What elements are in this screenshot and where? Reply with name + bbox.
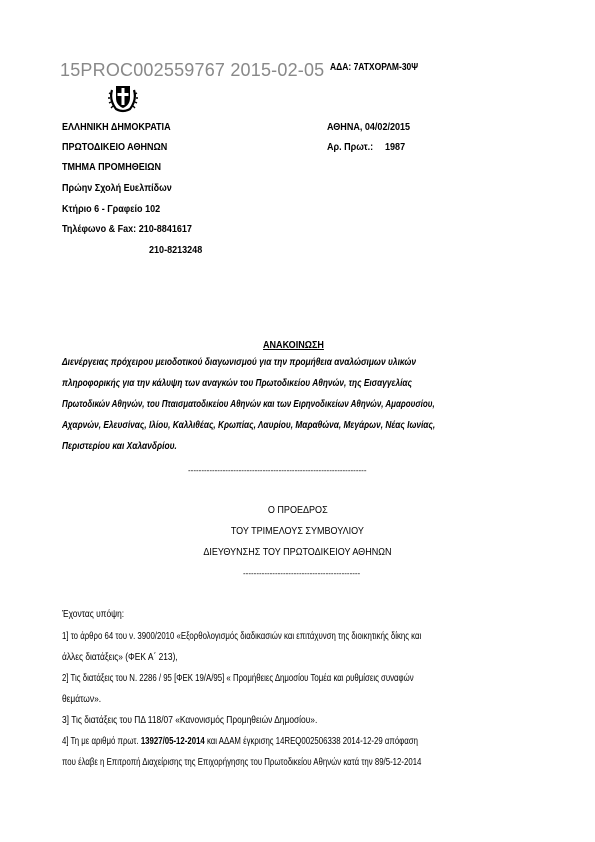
document-date: ΑΘΗΝΑ, 04/02/2015 (327, 121, 411, 133)
header-address: Πρώην Σχολή Ευελπίδων (62, 182, 172, 194)
subject-line: Πρωτοδικών Αθηνών, του Πταισματοδικείου Αθηνών και των Ειρηνοδικείων Αθηνών, Αμαρουσίου, (62, 398, 435, 410)
body-line: άλλες διατάξεις» (ΦΕΚ Α΄ 213), (62, 651, 178, 663)
subject-line: Διενέργειας πρόχειρου μειοδοτικού διαγωνισμού για την προμήθεια αναλώσιμων υλικών (62, 356, 417, 368)
directorate-line: ΔΙΕΥΘΥΝΣΗΣ ΤΟΥ ΠΡΩΤΟΔΙΚΕΙΟΥ ΑΘΗΝΩΝ (203, 546, 392, 558)
body-line: 1] το άρθρο 64 του ν. 3900/2010 «Εξορθολογισμός διαδικασιών και επιτάχυνση της διοικητικής δίκης και (62, 630, 422, 642)
ada-code: ΑΔΑ: 7ΑΤΧΟΡΛΜ-30Ψ (330, 62, 419, 73)
subject-line: Αχαρνών, Ελευσίνας, Ιλίου, Καλλιθέας, Κρωπίας, Λαυρίου, Μαραθώνα, Μεγάρων, Νέας Ιωνίας, (62, 419, 436, 431)
decision-text: 4] Τη με αριθμό πρωτ. 13927/05-12-2014 και ΑΔΑΜ έγκρισης 14REQ002506338 2014-12-29 απόφαση (62, 735, 418, 747)
greek-coat-of-arms-icon (106, 80, 140, 114)
body-line: 3] Τις διατάξεις του ΠΔ 118/07 «Κανονισμός Προμηθειών Δημοσίου». (62, 714, 318, 726)
header-phone-2: 210-8213248 (149, 244, 203, 256)
council-title (0, 525, 595, 537)
body-line: 2] Τις διατάξεις του Ν. 2286 / 95 [ΦΕΚ 19/Α/95] « Προμήθειες Δημοσίου Τομέα και ρυθμίσεις συναφών (62, 672, 414, 684)
document-stamp-code: 15PROC002559767 2015-02-05 (60, 60, 325, 80)
president-title (0, 504, 595, 516)
protocol-number: 1987 (385, 141, 406, 153)
body-line: θεμάτων». (62, 693, 102, 705)
header-republic: ΕΛΛΗΝΙΚΗ ΔΗΜΟΚΡΑΤΙΑ (62, 121, 171, 133)
divider: -------------------------------------------- (243, 569, 361, 578)
council-line: ΤΟΥ ΤΡΙΜΕΛΟΥΣ ΣΥΜΒΟΥΛΙΟΥ (230, 525, 365, 537)
header-phone: Τηλέφωνο & Fax: 210-8841617 (62, 223, 192, 235)
body-line-decision (62, 735, 418, 747)
subject-line: πληροφορικής για την κάλυψη των αναγκών του Πρωτοδικείου Αθηνών, της Εισαγγελίας (62, 377, 412, 389)
body-line: που έλαβε η Επιτροπή Διαχείρισης της Επιχορήγησης του Πρωτοδικείου Αθηνών κατά την 89/5-12-2014 (62, 756, 422, 768)
protocol-label: Αρ. Πρωτ.: (327, 141, 374, 153)
header-department: ΤΜΗΜΑ ΠΡΟΜΗΘΕΙΩΝ (62, 161, 162, 173)
header-building: Κτήριο 6 - Γραφείο 102 (62, 203, 161, 215)
president-line: Ο ΠΡΟΕΔΡΟΣ (267, 504, 328, 516)
body-intro: Έχοντας υπόψη: (62, 608, 125, 620)
announcement-subject (62, 356, 532, 466)
header-court: ΠΡΩΤΟΔΙΚΕΙΟ ΑΘΗΝΩΝ (62, 141, 168, 153)
directorate-title (0, 546, 595, 558)
subject-line: Περιστερίου και Χαλανδρίου. (62, 440, 177, 452)
announcement-title: ΑΝΑΚΟΙΝΩΣΗ (263, 339, 324, 351)
divider: ------------------------------------------------------------------- (188, 466, 367, 475)
